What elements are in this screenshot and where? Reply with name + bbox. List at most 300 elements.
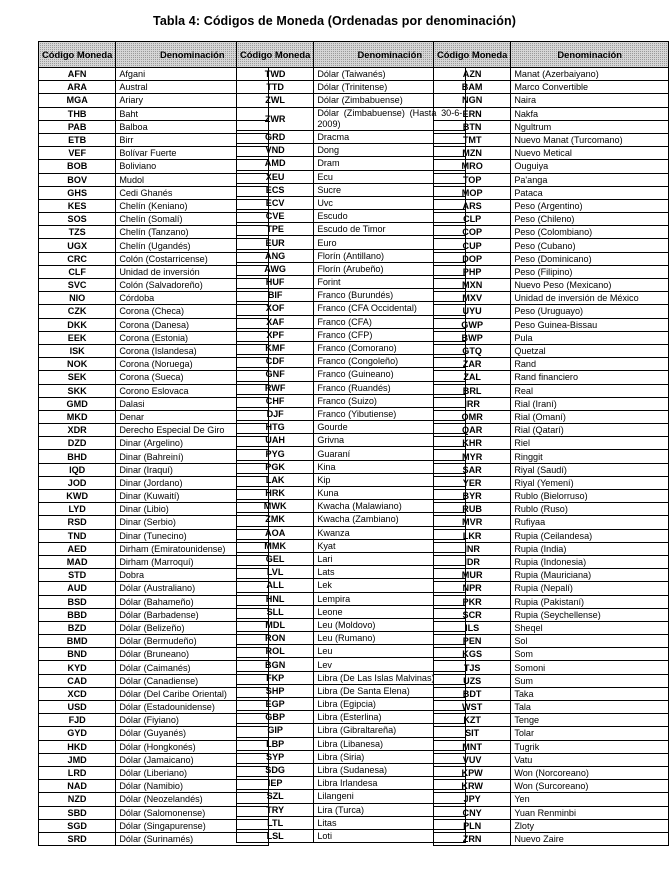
currency-code: ZWL (237, 94, 314, 107)
currency-code: XAF (237, 315, 314, 328)
currency-name: Mudol (116, 173, 269, 186)
table-row (434, 424, 669, 437)
table-row (237, 777, 466, 790)
currency-name: Libra (Esterlina) (314, 711, 466, 724)
table-row (237, 487, 466, 500)
currency-code: SEK (39, 371, 116, 384)
table-row (237, 698, 466, 711)
table-row (434, 239, 669, 252)
currency-code: BWP (434, 331, 511, 344)
table-row (434, 344, 669, 357)
currency-code: GMD (39, 397, 116, 410)
currency-code: RON (237, 632, 314, 645)
currency-code: SRD (39, 832, 116, 845)
table-row (434, 450, 669, 463)
currency-name: Peso (Argentino) (511, 199, 669, 212)
table-row (39, 358, 269, 371)
table-row (39, 173, 269, 186)
currency-code: COP (434, 226, 511, 239)
currency-name: Kip (314, 473, 466, 486)
header-code: Código Moneda (237, 42, 314, 68)
currency-code: MNT (434, 740, 511, 753)
currency-name: Leu (Rumano) (314, 632, 466, 645)
currency-code: LKR (434, 529, 511, 542)
currency-name: Balboa (116, 120, 269, 133)
currency-name: Dalasi (116, 397, 269, 410)
currency-name: Corona (Sueca) (116, 371, 269, 384)
table-row (237, 107, 466, 130)
currency-name: Dólar (Salomonense) (116, 806, 269, 819)
currency-code: SKK (39, 384, 116, 397)
currency-name: Sheqel (511, 621, 669, 634)
currency-code: CLF (39, 265, 116, 278)
currency-code: RUB (434, 503, 511, 516)
table-row (237, 763, 466, 776)
table-row (237, 368, 466, 381)
table-row (434, 608, 669, 621)
currency-name: Chelín (Ugandés) (116, 239, 269, 252)
currency-table-column-2 (236, 41, 466, 843)
currency-code: ZAR (434, 358, 511, 371)
currency-code: TND (39, 529, 116, 542)
currency-code: EGP (237, 698, 314, 711)
currency-name: Florín (Arubeño) (314, 262, 466, 275)
table-row (237, 407, 466, 420)
currency-code: KHR (434, 437, 511, 450)
currency-code: DKK (39, 318, 116, 331)
table-row (237, 526, 466, 539)
currency-name: Dólar (Surinamés) (116, 832, 269, 845)
currency-code: TWD (237, 68, 314, 81)
table-row (39, 661, 269, 674)
currency-name: Pula (511, 331, 669, 344)
table-row (434, 199, 669, 212)
currency-name: Leone (314, 605, 466, 618)
currency-code: SBD (39, 806, 116, 819)
table-row (434, 384, 669, 397)
currency-name: Libra (Sudanesa) (314, 763, 466, 776)
currency-code: NAD (39, 780, 116, 793)
currency-code: TMT (434, 133, 511, 146)
table-row (434, 806, 669, 819)
currency-code: GIP (237, 724, 314, 737)
currency-code: LBP (237, 737, 314, 750)
table-row (237, 236, 466, 249)
currency-code: JPY (434, 793, 511, 806)
currency-name: Leu (Moldovo) (314, 618, 466, 631)
currency-code: WST (434, 701, 511, 714)
currency-code: BZD (39, 621, 116, 634)
currency-name: Córdoba (116, 292, 269, 305)
currency-code: YER (434, 476, 511, 489)
table-row (237, 434, 466, 447)
table-row (434, 635, 669, 648)
currency-name: Escudo de Timor (314, 223, 466, 236)
table-row (39, 199, 269, 212)
currency-name: Franco (CFA Occidental) (314, 302, 466, 315)
currency-name: Dólar (Canadiense) (116, 674, 269, 687)
currency-name: Dong (314, 144, 466, 157)
currency-name: Dólar (Jamaicano) (116, 753, 269, 766)
table-row (39, 463, 269, 476)
currency-name: Nuevo Peso (Mexicano) (511, 279, 669, 292)
currency-code: RWF (237, 381, 314, 394)
table-row (237, 223, 466, 236)
currency-code: TTD (237, 81, 314, 94)
currency-code: TRY (237, 803, 314, 816)
table-row (39, 780, 269, 793)
currency-code: LAK (237, 473, 314, 486)
currency-code: MVR (434, 516, 511, 529)
currency-code: VUV (434, 753, 511, 766)
currency-code: ALL (237, 579, 314, 592)
currency-code: SHP (237, 684, 314, 697)
currency-name: Nuevo Metical (511, 147, 669, 160)
table-row (237, 341, 466, 354)
currency-code: HTG (237, 421, 314, 434)
table-row (39, 160, 269, 173)
table-row (39, 437, 269, 450)
currency-code: HRK (237, 487, 314, 500)
table-row (39, 120, 269, 133)
table-row (434, 503, 669, 516)
table-row (237, 276, 466, 289)
currency-code: MDL (237, 618, 314, 631)
currency-code: AUD (39, 582, 116, 595)
table-row (39, 674, 269, 687)
currency-name: Vatu (511, 753, 669, 766)
table-row (237, 81, 466, 94)
currency-code: CZK (39, 305, 116, 318)
table-row (237, 157, 466, 170)
currency-code: AED (39, 542, 116, 555)
table-row (434, 265, 669, 278)
currency-name: Lempira (314, 592, 466, 605)
currency-name: Loti (314, 829, 466, 842)
currency-name: Chelín (Tanzano) (116, 226, 269, 239)
currency-name: Dinar (Tunecino) (116, 529, 269, 542)
currency-code: LSL (237, 829, 314, 842)
currency-code: HKD (39, 740, 116, 753)
table-row (39, 133, 269, 146)
table-row (39, 740, 269, 753)
currency-name: Tugrik (511, 740, 669, 753)
currency-code: KGS (434, 648, 511, 661)
table-row (434, 753, 669, 766)
currency-code: MGA (39, 94, 116, 107)
table-row (434, 147, 669, 160)
table-row (434, 107, 669, 120)
currency-name: Corona (Danesa) (116, 318, 269, 331)
currency-code: GNF (237, 368, 314, 381)
table-row (39, 68, 269, 81)
currency-name: Franco (Ruandés) (314, 381, 466, 394)
table-row (237, 829, 466, 842)
currency-code: UAH (237, 434, 314, 447)
currency-code: SYP (237, 750, 314, 763)
currency-code: CNY (434, 806, 511, 819)
table-row (237, 500, 466, 513)
currency-code: ISK (39, 344, 116, 357)
currency-name: Dólar (Australiano) (116, 582, 269, 595)
header-name: Denominación (511, 42, 669, 68)
table-row (39, 714, 269, 727)
currency-name: Lev (314, 658, 466, 671)
currency-name: Yen (511, 793, 669, 806)
header-code: Código Moneda (434, 42, 511, 68)
table-row (39, 687, 269, 700)
currency-name: Dólar (Neozelandés) (116, 793, 269, 806)
table-row (39, 226, 269, 239)
currency-name: Dobra (116, 569, 269, 582)
currency-code: GRD (237, 130, 314, 143)
currency-name: Franco (CFP) (314, 328, 466, 341)
currency-code: NPR (434, 582, 511, 595)
currency-name: Won (Surcoreano) (511, 780, 669, 793)
currency-name: Rublo (Bielorruso) (511, 490, 669, 503)
table-row (39, 344, 269, 357)
table-row (39, 371, 269, 384)
currency-code: OMR (434, 410, 511, 423)
currency-code: NZD (39, 793, 116, 806)
currency-name: Leu (314, 645, 466, 658)
currency-name: Dólar (Taiwanés) (314, 68, 466, 81)
currency-code: BGN (237, 658, 314, 671)
currency-code: ECS (237, 183, 314, 196)
currency-name: Lek (314, 579, 466, 592)
currency-name: Libra (Siria) (314, 750, 466, 763)
currency-name: Franco (Guineano) (314, 368, 466, 381)
currency-code: JMD (39, 753, 116, 766)
currency-name: Riyal (Yemení) (511, 476, 669, 489)
currency-name: Corona (Islandesa) (116, 344, 269, 357)
table-row (434, 437, 669, 450)
table-row (237, 658, 466, 671)
currency-name: Dinar (Jordano) (116, 476, 269, 489)
currency-code: BMD (39, 635, 116, 648)
currency-name: Euro (314, 236, 466, 249)
currency-code: FKP (237, 671, 314, 684)
currency-name: Corona (Checa) (116, 305, 269, 318)
currency-name: Rial (Iraní) (511, 397, 669, 410)
currency-name: Dólar (Del Caribe Oriental) (116, 687, 269, 700)
currency-name: Rial (Qatarí) (511, 424, 669, 437)
currency-code: KPW (434, 766, 511, 779)
currency-code: BOV (39, 173, 116, 186)
currency-name: Unidad de inversión de México (511, 292, 669, 305)
table-row (434, 529, 669, 542)
currency-table-column-3 (433, 41, 669, 846)
currency-code: AWG (237, 262, 314, 275)
table-row (434, 81, 669, 94)
currency-name: Florín (Antillano) (314, 249, 466, 262)
currency-code: BIF (237, 289, 314, 302)
header-code: Código Moneda (39, 42, 116, 68)
currency-name: Libra (Libanesa) (314, 737, 466, 750)
table-row (39, 331, 269, 344)
currency-name: Lats (314, 566, 466, 579)
currency-code: HNL (237, 592, 314, 605)
table-row (434, 595, 669, 608)
table-row (39, 490, 269, 503)
table-row (39, 806, 269, 819)
currency-name: Dólar (Barbadense) (116, 608, 269, 621)
table-row (39, 793, 269, 806)
table-row (434, 793, 669, 806)
table-row (39, 727, 269, 740)
currency-name: Libra (Gibraltareña) (314, 724, 466, 737)
table-row (434, 714, 669, 727)
currency-code: SCR (434, 608, 511, 621)
table-row (39, 94, 269, 107)
table-row (39, 555, 269, 568)
table-row (434, 160, 669, 173)
currency-name: Kyat (314, 539, 466, 552)
currency-name: Kwanza (314, 526, 466, 539)
currency-name: Chelín (Somalí) (116, 213, 269, 226)
currency-name: Dólar (Belizeño) (116, 621, 269, 634)
currency-name: Gourde (314, 421, 466, 434)
table-row (39, 766, 269, 779)
table-row (237, 302, 466, 315)
currency-code: AZN (434, 68, 511, 81)
table-row (39, 582, 269, 595)
currency-name: Cedi Ghanés (116, 186, 269, 199)
table-row (434, 318, 669, 331)
table-row (434, 397, 669, 410)
currency-name: Dólar (Namibio) (116, 780, 269, 793)
currency-name: Lilangeni (314, 790, 466, 803)
table-row (237, 315, 466, 328)
currency-name: Lira (Turca) (314, 803, 466, 816)
table-row (237, 803, 466, 816)
currency-code: ARA (39, 81, 116, 94)
table-row (237, 618, 466, 631)
currency-code: ZRN (434, 832, 511, 845)
currency-code: ZMK (237, 513, 314, 526)
table-row (237, 790, 466, 803)
currency-name: Taka (511, 687, 669, 700)
currency-name: Baht (116, 107, 269, 120)
table-row (237, 566, 466, 579)
currency-name: Dinar (Bahreiní) (116, 450, 269, 463)
table-row (237, 684, 466, 697)
table-row (237, 183, 466, 196)
currency-code: ZAL (434, 371, 511, 384)
table-row (434, 371, 669, 384)
table-row (434, 516, 669, 529)
table-row (39, 424, 269, 437)
table-row (39, 81, 269, 94)
table-header-row (434, 42, 669, 68)
table-row (237, 671, 466, 684)
currency-code: BTN (434, 120, 511, 133)
currency-name: Peso Guinea-Bissau (511, 318, 669, 331)
currency-name: Rupia (Seychellense) (511, 608, 669, 621)
currency-name: Corona (Noruega) (116, 358, 269, 371)
currency-name: Naira (511, 94, 669, 107)
currency-name: Somoni (511, 661, 669, 674)
currency-name: Zloty (511, 819, 669, 832)
currency-name: Marco Convertible (511, 81, 669, 94)
currency-code: INR (434, 542, 511, 555)
table-row (434, 213, 669, 226)
currency-name: Quetzal (511, 344, 669, 357)
currency-code: XPF (237, 328, 314, 341)
table-row (39, 503, 269, 516)
page-title: Tabla 4: Códigos de Moneda (Ordenadas por denominación) (153, 14, 516, 28)
table-row (237, 196, 466, 209)
currency-code: TZS (39, 226, 116, 239)
currency-code: BBD (39, 608, 116, 621)
currency-name: Kwacha (Zambiano) (314, 513, 466, 526)
currency-name: Dólar (Singapurense) (116, 819, 269, 832)
currency-code: HUF (237, 276, 314, 289)
currency-code: SGD (39, 819, 116, 832)
table-row (39, 305, 269, 318)
currency-code: NOK (39, 358, 116, 371)
currency-code: BDT (434, 687, 511, 700)
currency-name: Corono Eslovaca (116, 384, 269, 397)
table-row (237, 513, 466, 526)
currency-name: Rand (511, 358, 669, 371)
currency-table-column-1 (38, 41, 269, 846)
table-row (237, 144, 466, 157)
table-row (434, 542, 669, 555)
currency-code: NGN (434, 94, 511, 107)
table-row (39, 621, 269, 634)
table-row (39, 529, 269, 542)
currency-name: Tolar (511, 727, 669, 740)
currency-name: Won (Norcoreano) (511, 766, 669, 779)
currency-name: Manat (Azerbaiyano) (511, 68, 669, 81)
currency-code: PLN (434, 819, 511, 832)
table-row (39, 819, 269, 832)
table-row (39, 701, 269, 714)
table-row (237, 328, 466, 341)
currency-code: LRD (39, 766, 116, 779)
table-row (39, 252, 269, 265)
currency-name: Unidad de inversión (116, 265, 269, 278)
currency-code: VND (237, 144, 314, 157)
currency-name: Riel (511, 437, 669, 450)
currency-name: Guaraní (314, 447, 466, 460)
table-row (39, 397, 269, 410)
currency-code: MRO (434, 160, 511, 173)
currency-name: Dinar (Argelino) (116, 437, 269, 450)
currency-code: KWD (39, 490, 116, 503)
currency-name: Dólar (Bruneano) (116, 648, 269, 661)
table-row (237, 579, 466, 592)
currency-name: Franco (Comorano) (314, 341, 466, 354)
currency-code: TOP (434, 173, 511, 186)
currency-code: TPE (237, 223, 314, 236)
currency-name: Nakfa (511, 107, 669, 120)
table-row (39, 595, 269, 608)
currency-code: SIT (434, 727, 511, 740)
currency-name: Corona (Estonia) (116, 331, 269, 344)
table-row (237, 724, 466, 737)
table-row (434, 292, 669, 305)
currency-code: MYR (434, 450, 511, 463)
currency-code: SDG (237, 763, 314, 776)
table-row (237, 355, 466, 368)
currency-name: Derecho Especial De Giro (116, 424, 269, 437)
currency-name: Pa'anga (511, 173, 669, 186)
table-row (39, 384, 269, 397)
currency-code: XCD (39, 687, 116, 700)
currency-name: Rupia (Ceilandesa) (511, 529, 669, 542)
